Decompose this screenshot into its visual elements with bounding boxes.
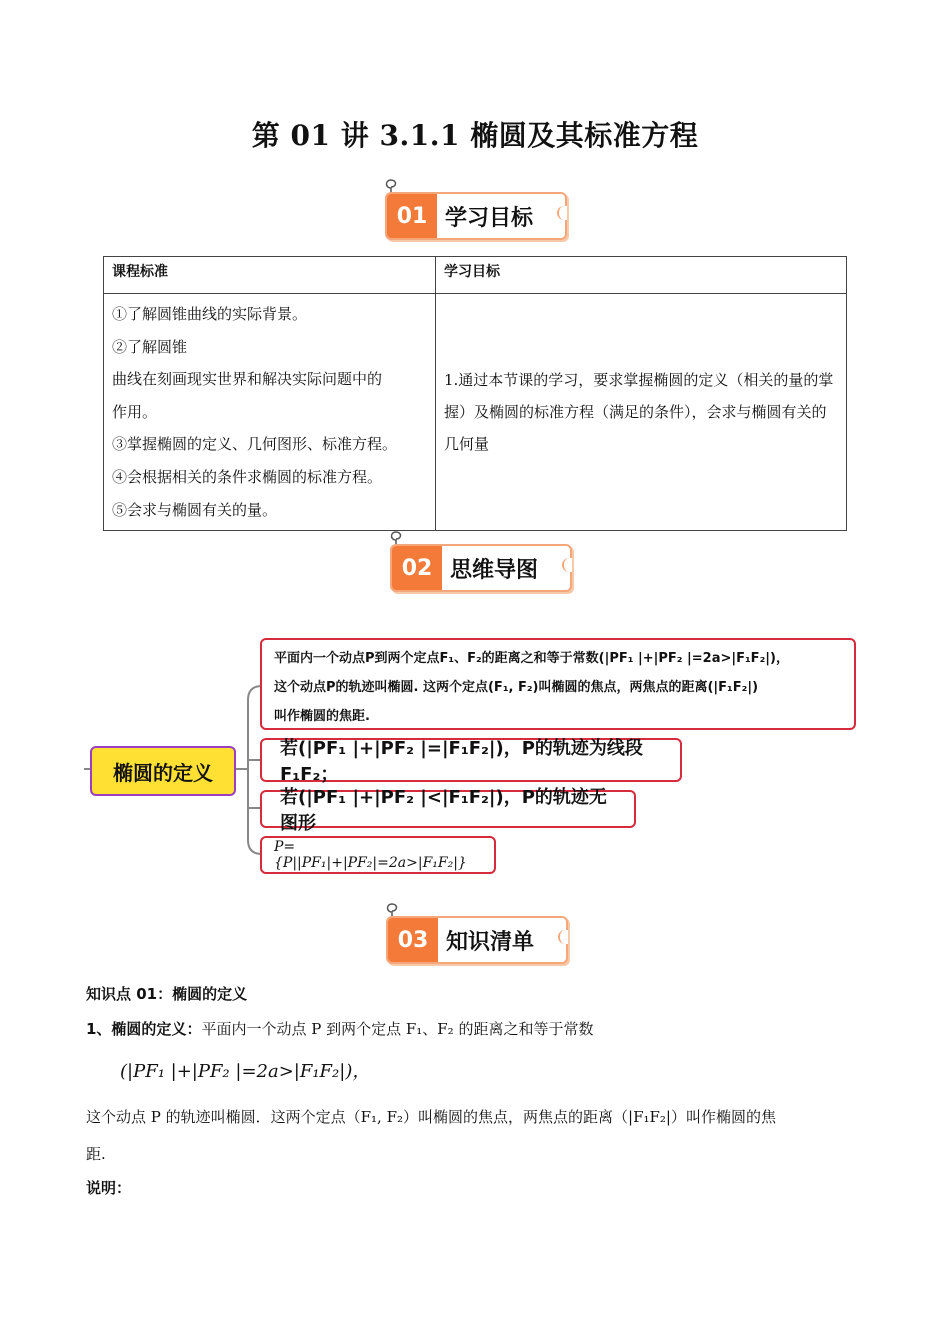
section-number: 01 (387, 194, 437, 238)
definition-formula: (|PF₁ |+|PF₂ |=2a>|F₁F₂|)， (120, 1061, 371, 1082)
knowledge-point-title: 知识点 01：椭圆的定义 (86, 985, 248, 1003)
section-number: 03 (388, 918, 438, 962)
section-label: 学习目标 (445, 205, 534, 231)
definition-label: 1、椭圆的定义： (86, 1020, 202, 1038)
standard-line: 曲线在刻画现实世界和解决实际问题中的 (112, 370, 383, 389)
definition-line: 这个动点 P 的轨迹叫椭圆．这两个定点（F₁, F₂）叫椭圆的焦点，两焦点的距离（|F₁F₂|）叫作椭圆的焦 (86, 1108, 776, 1126)
note-label: 说明： (86, 1179, 132, 1197)
section-number: 02 (392, 546, 442, 590)
node-line: 叫作椭圆的焦距. (274, 709, 370, 724)
standard-line: 作用。 (112, 402, 158, 421)
mindmap-node-no-graph: 若(|PF₁ |+|PF₂ |<|F₁F₂|)，P的轨迹无图形 (260, 790, 636, 828)
learning-goal-cell: 1.通过本节课的学习，要求掌握椭圆的定义（相关的量的掌握）及椭圆的标准方程（满足的条件），会求与椭圆有关的几何量 (436, 294, 847, 531)
mindmap-node-segment: 若(|PF₁ |+|PF₂ |=|F₁F₂|)，P的轨迹为线段F₁F₂； (260, 738, 682, 782)
standard-line: ⑤会求与椭圆有关的量。 (112, 500, 278, 519)
standard-line: ④会根据相关的条件求椭圆的标准方程。 (112, 467, 383, 486)
section-label: 思维导图 (450, 557, 539, 583)
standard-line: ②了解圆锥 (112, 337, 188, 356)
section-badge-knowledge (386, 916, 566, 960)
standard-line: ①了解圆锥曲线的实际背景。 (112, 305, 308, 323)
mindmap-node-set: P={P||PF₁|+|PF₂|=2a>|F₁F₂|} (260, 836, 496, 874)
node-line: 这个动点P的轨迹叫椭圆. 这两个定点(F₁, F₂)叫椭圆的焦点，两焦点的距离(|F₁F₂|) (274, 680, 759, 695)
mindmap-root: 椭圆的定义 (90, 746, 236, 796)
table-header: 课程标准 (104, 257, 436, 294)
definition-text: 平面内一个动点 P 到两个定点 F₁、F₂ 的距离之和等于常数 (201, 1020, 594, 1038)
section-label: 知识清单 (446, 929, 535, 955)
standard-line: ③掌握椭圆的定义、几何图形、标准方程。 (112, 435, 398, 454)
page-title: 第 01 讲 3.1.1 椭圆及其标准方程 (251, 119, 699, 152)
table-header: 学习目标 (436, 257, 847, 294)
mindmap-node-definition (260, 638, 856, 730)
definition-line: 距. (86, 1145, 106, 1163)
definition-paragraph (86, 1015, 866, 1043)
node-line: 平面内一个动点P到两个定点F₁、F₂的距离之和等于常数(|PF₁ |+|PF₂ |=2a>|F₁F₂|)， (274, 651, 789, 666)
